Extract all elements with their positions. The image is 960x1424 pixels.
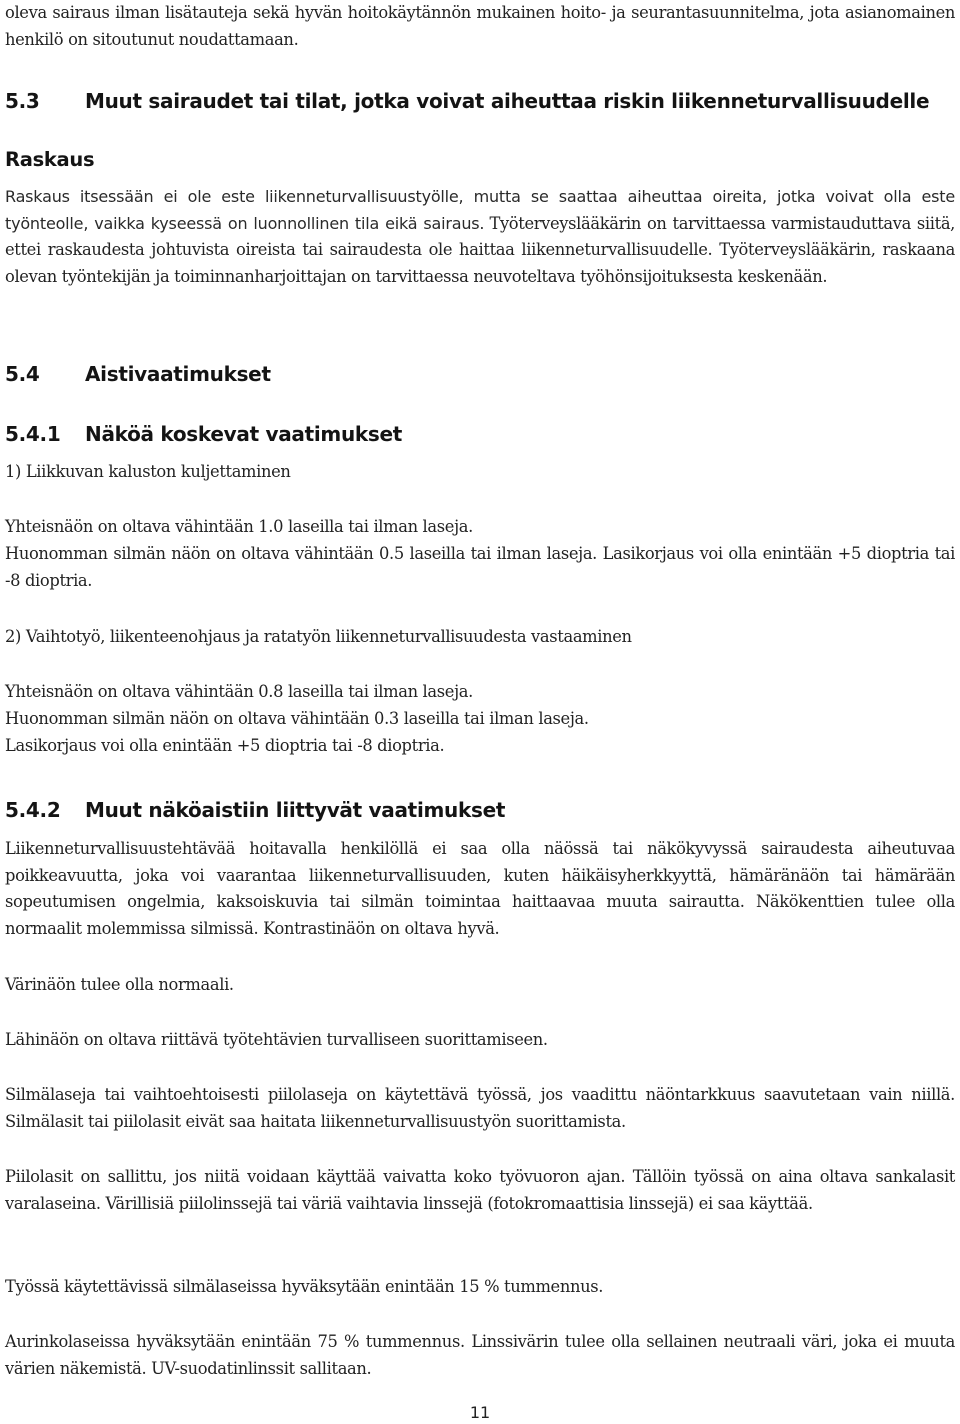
group-1-line-2: Huonomman silmän näön on oltava vähintään 0.5 laseilla tai ilman laseja. Lasikorjaus voi olla enintään +5 dioptria tai -8 dioptria. xyxy=(5,544,955,590)
raskaus-paragraph xyxy=(5,184,955,290)
group-2-line-2: Huonomman silmän näön on oltava vähintään 0.3 laseilla tai ilman laseja. xyxy=(5,709,589,728)
raskaus-paragraph-sans: Raskaus itsessään ei ole este liikenneturvallisuustyölle, mutta se saattaa aiheuttaa oireita, jotka voivat olla este työnteolle, vaikka kyseessä on luonnollinen tila eikä sairaus. xyxy=(5,187,955,233)
section-5-3-number: 5.3 xyxy=(5,89,40,113)
raskaus-paragraph-serif: Työterveyslääkärin on tarvittaessa varmistauduttava siitä, ettei raskaudesta johtuvista oireista tai sairaudesta ole haittaa liikenneturvallisuudelle. Työterveyslääkärin, raskaana olevan työntekijän ja toiminnanharjoittajan on tarvittaessa neuvoteltava työhönsijoituksesta keskenään. xyxy=(5,213,955,286)
section-5-4-2-paragraph-5: Piilolasit on sallittu, jos niitä voidaan käyttää vaivatta koko työvuoron ajan. Tällöin työssä on aina oltava sankalasit varalaseina. Värillisiä piilolinssejä tai väriä vaihtavia linssejä (fotokromaattisia linssejä) ei saa käyttää. xyxy=(5,1167,955,1213)
section-5-4-title: Aistivaatimukset xyxy=(85,362,271,386)
section-5-4-1-number: 5.4.1 xyxy=(5,422,61,446)
section-5-3-heading xyxy=(5,88,929,114)
section-5-4-2-paragraph-2: Värinäön tulee olla normaali. xyxy=(5,975,234,994)
document-page xyxy=(5,0,955,1424)
group-2-line-3: Lasikorjaus voi olla enintään +5 dioptria tai -8 dioptria. xyxy=(5,736,445,755)
section-5-4-number: 5.4 xyxy=(5,362,40,386)
section-5-4-2-paragraph-7: Aurinkolaseissa hyväksytään enintään 75 % tummennus. Linssivärin tulee olla sellainen neutraali väri, joka ei muuta värien näkemistä. UV-suodatinlinssit sallitaan. xyxy=(5,1332,955,1378)
group-2-title: 2) Vaihtotyö, liikenteenohjaus ja ratatyön liikenneturvallisuudesta vastaaminen xyxy=(5,627,632,646)
section-5-4-2-title: Muut näköaistiin liittyvät vaatimukset xyxy=(85,798,506,822)
group-1-line-1: Yhteisnäön on oltava vähintään 1.0 laseilla tai ilman laseja. xyxy=(5,517,473,536)
section-5-4-2-paragraph-4: Silmälaseja tai vaihtoehtoisesti piilolaseja on käytettävä työssä, jos vaadittu näöntarkkuus saavutetaan vain niillä. Silmälasit tai piilolasit eivät saa haitata liikenneturvallisuustyön suorittamista. xyxy=(5,1085,955,1131)
section-5-4-2-paragraph-3: Lähinäön on oltava riittävä työtehtävien turvalliseen suorittamiseen. xyxy=(5,1030,548,1049)
raskaus-subheading: Raskaus xyxy=(5,148,95,171)
section-5-4-2-paragraph-1: Liikenneturvallisuustehtävää hoitavalla henkilöllä ei saa olla näössä tai näkökyvyssä sairaudesta aiheutuvaa poikkeavuutta, joka voi vaarantaa liikenneturvallisuuden, kuten häikäisyherkkyyttä, hämäränäön tai hämärään sopeutumisen ongelmia, kaksoiskuvia tai silmän toimintaa haittaavaa muuta sairautta. Näkökenttien tulee olla normaalit molemmissa silmissä. Kontrastinäön on oltava hyvä. xyxy=(5,839,955,938)
group-2-line-1: Yhteisnäön on oltava vähintään 0.8 laseilla tai ilman laseja. xyxy=(5,682,473,701)
page-number: 11 xyxy=(469,1403,491,1422)
section-5-4-2-number: 5.4.2 xyxy=(5,798,61,822)
section-5-4-1-title: Näköä koskevat vaatimukset xyxy=(85,422,403,446)
section-5-4-2-heading xyxy=(5,797,505,823)
section-5-3-title: Muut sairaudet tai tilat, jotka voivat aiheuttaa riskin liikenneturvallisuudelle xyxy=(85,89,930,113)
group-1-title: 1) Liikkuvan kaluston kuljettaminen xyxy=(5,462,291,481)
intro-paragraph: oleva sairaus ilman lisätauteja sekä hyvän hoitokäytännön mukainen hoito- ja seurantasuunnitelma, jota asianomainen henkilö on sitoutunut noudattamaan. xyxy=(5,3,955,49)
section-5-4-heading xyxy=(5,361,271,387)
section-5-4-2-paragraph-6: Työssä käytettävissä silmälaseissa hyväksytään enintään 15 % tummennus. xyxy=(5,1277,604,1296)
section-5-4-1-heading xyxy=(5,421,402,447)
